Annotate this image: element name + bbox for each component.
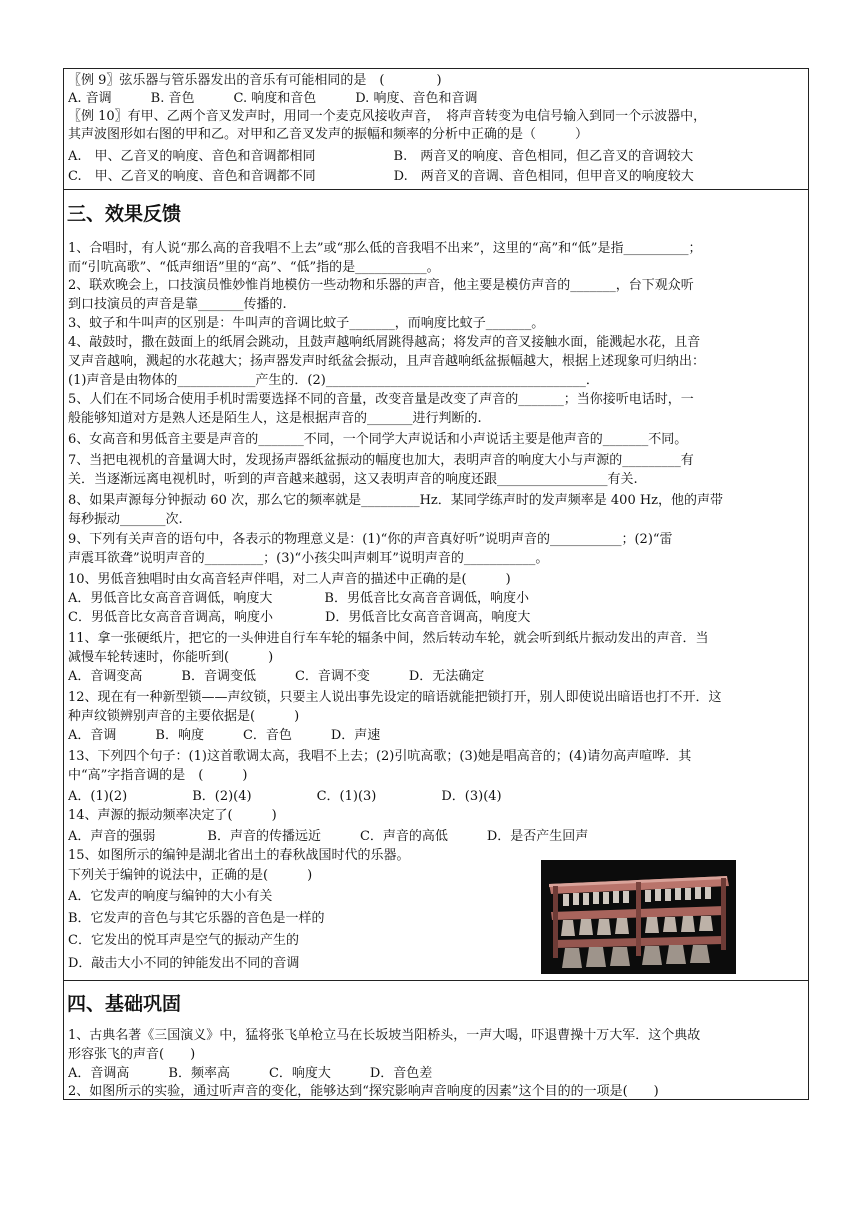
- q10-options: C．男低音比女高音音调高，响度小 D．男低音比女高音音调高，响度大: [68, 610, 531, 625]
- q2-line: 到口技演员的声音是靠_______传播的.: [68, 297, 287, 312]
- q14-options: A．声音的强弱 B．声音的传播远近 C．声音的高低 D．是否产生回声: [68, 829, 589, 844]
- q12-question: 12、现在有一种新型锁——声纹锁，只要主人说出事先设定的暗语就能把锁打开，别人即使说出暗语也打不开．这: [68, 690, 722, 705]
- q10-options: A．男低音比女高音音调低，响度大 B．男低音比女高音音调低，响度小: [68, 591, 529, 606]
- q11-question: 减慢车轮转速时，你能听到( ): [68, 650, 274, 665]
- example10-question: 〖例 10〗有甲、乙两个音叉发声时，用同一个麦克风接收声音， 将声音转变为电信号输入到同一个示波器中，: [68, 109, 707, 124]
- q1-line: 而“引吭高歌”、“低声细语”里的“高”、“低”指的是___________。: [68, 260, 440, 275]
- q15-question: 15、如图所示的编钟是湖北省出土的春秋战国时代的乐器。: [68, 848, 410, 863]
- b1-question: 1、古典名著《三国演义》中，猛将张飞单枪立马在长坂坡当阳桥头，一声大喝，吓退曹操十万大军．这个典故: [68, 1028, 701, 1043]
- q2-line: 2、联欢晚会上，口技演员惟妙惟肖地模仿一些动物和乐器的声音，他主要是模仿声音的_______，台下观众听: [68, 278, 694, 293]
- q14-question: 14、声源的振动频率决定了( ): [68, 808, 277, 823]
- divider-bottom: [63, 980, 809, 981]
- q13-question: 中“高”字指音调的是 ( ): [68, 768, 248, 783]
- example9-options: A. 音调 B. 音色 C. 响度和音色 D. 响度、音色和音调: [68, 91, 478, 106]
- b2-question: 2、如图所示的实验，通过听声音的变化，能够达到“探究影响声音响度的因素”这个目的的一项是( ): [68, 1084, 659, 1099]
- b1-options: A．音调高 B．频率高 C．响度大 D．音色差: [68, 1066, 433, 1081]
- q12-question: 种声纹锁辨别声音的主要依据是( ): [68, 709, 300, 724]
- q15-option-a: A．它发声的响度与编钟的大小有关: [68, 889, 273, 904]
- q7-line: 7、当把电视机的音量调大时，发现扬声器纸盆振动的幅度也加大，表明声音的响度大小与声源的_________有: [68, 453, 694, 468]
- q8-line: 每秒振动_______次.: [68, 512, 183, 527]
- q11-options: A．音调变高 B．音调变低 C．音调不变 D．无法确定: [68, 669, 485, 684]
- q13-question: 13、下列四个句子：(1)这首歌调太高，我唱不上去；(2)引吭高歌；(3)她是唱高音的；(4)请勿高声喧哗．其: [68, 749, 692, 764]
- q15-option-d: D．敲击大小不同的钟能发出不同的音调: [68, 956, 300, 971]
- q1-line: 1、合唱时，有人说“那么高的音我唱不上去”或“那么低的音我唱不出来”，这里的“高”和“低”是指__________；: [68, 241, 702, 256]
- b1-question: 形容张飞的声音( ): [68, 1047, 196, 1062]
- q4-line: 叉声音越响，溅起的水花越大；扬声器发声时纸盆会振动，且声音越响纸盆振幅越大，根据上述现象可归纳出：: [68, 354, 706, 369]
- q4-line: 4、敲鼓时，撒在鼓面上的纸屑会跳动，且鼓声越响纸屑跳得越高；将发声的音叉接触水面，能溅起水花，且音: [68, 335, 701, 350]
- bianzhong-bells-image: [541, 860, 736, 974]
- section-heading-consolidate: 四、基础巩固: [67, 993, 182, 1015]
- q6-line: 6、女高音和男低音主要是声音的_______不同，一个同学大声说话和小声说话主要是他声音的_______不同。: [68, 432, 688, 447]
- q15-question: 下列关于编钟的说法中，正确的是( ): [68, 868, 313, 883]
- q12-options: A．音调 B．响度 C．音色 D．声速: [68, 728, 381, 743]
- q15-option-c: C．它发出的悦耳声是空气的振动产生的: [68, 933, 299, 948]
- divider-top: [63, 189, 809, 190]
- example10-question-cont: 其声波图形如右图的甲和乙。对甲和乙音叉发声的振幅和频率的分析中正确的是（ ）: [68, 127, 589, 142]
- example9-question: 〖例 9〗弦乐器与管乐器发出的音乐有可能相同的是 ( ): [68, 73, 442, 88]
- q7-line: 关．当逐渐远离电视机时，听到的声音越来越弱，这又表明声音的响度还跟_________________有关.: [68, 472, 638, 487]
- q9-line: 9、下列有关声音的语句中，各表示的物理意义是：(1)“你的声音真好听”说明声音的___________；(2)“雷: [68, 532, 673, 547]
- q15-option-b: B．它发声的音色与其它乐器的音色是一样的: [68, 911, 325, 926]
- q8-line: 8、如果声源每分钟振动 60 次，那么它的频率就是_________Hz．某同学练声时的发声频率是 400 Hz，他的声带: [68, 493, 724, 508]
- q5-line: 般能够知道对方是熟人还是陌生人，这是根据声音的_______进行判断的.: [68, 411, 482, 426]
- q11-question: 11、拿一张硬纸片，把它的一头伸进自行车车轮的辐条中间，然后转动车轮，就会听到纸片振动发出的声音．当: [68, 631, 709, 646]
- q13-options: A．(1)(2) B．(2)(4) C．(1)(3) D．(3)(4): [68, 789, 502, 804]
- section-heading-feedback: 三、效果反馈: [67, 203, 182, 225]
- example10-options-ab: A. 甲、乙音叉的响度、音色和音调都相同 B. 两音叉的响度、音色相同，但乙音叉的音调较大: [68, 149, 694, 164]
- q10-question: 10、男低音独唱时由女高音轻声伴唱，对二人声音的描述中正确的是( ): [68, 572, 511, 587]
- q9-line: 声震耳欲聋”说明声音的_________；(3)“小孩尖叫声刺耳”说明声音的___________。: [68, 551, 549, 566]
- example10-options-cd: C. 甲、乙音叉的响度、音色和音调都不同 D. 两音叉的音调、音色相同，但甲音叉的响度较大: [68, 169, 694, 184]
- q4-line: (1)声音是由物体的____________产生的．(2)________________________________________．: [68, 373, 599, 388]
- q3-line: 3、蚊子和牛叫声的区别是：牛叫声的音调比蚊子_______，而响度比蚊子_______。: [68, 316, 545, 331]
- q5-line: 5、人们在不同场合使用手机时需要选择不同的音量，改变音量是改变了声音的_______；当你接听电话时，一: [68, 392, 694, 407]
- bianzhong-bells-illustration: [541, 860, 736, 974]
